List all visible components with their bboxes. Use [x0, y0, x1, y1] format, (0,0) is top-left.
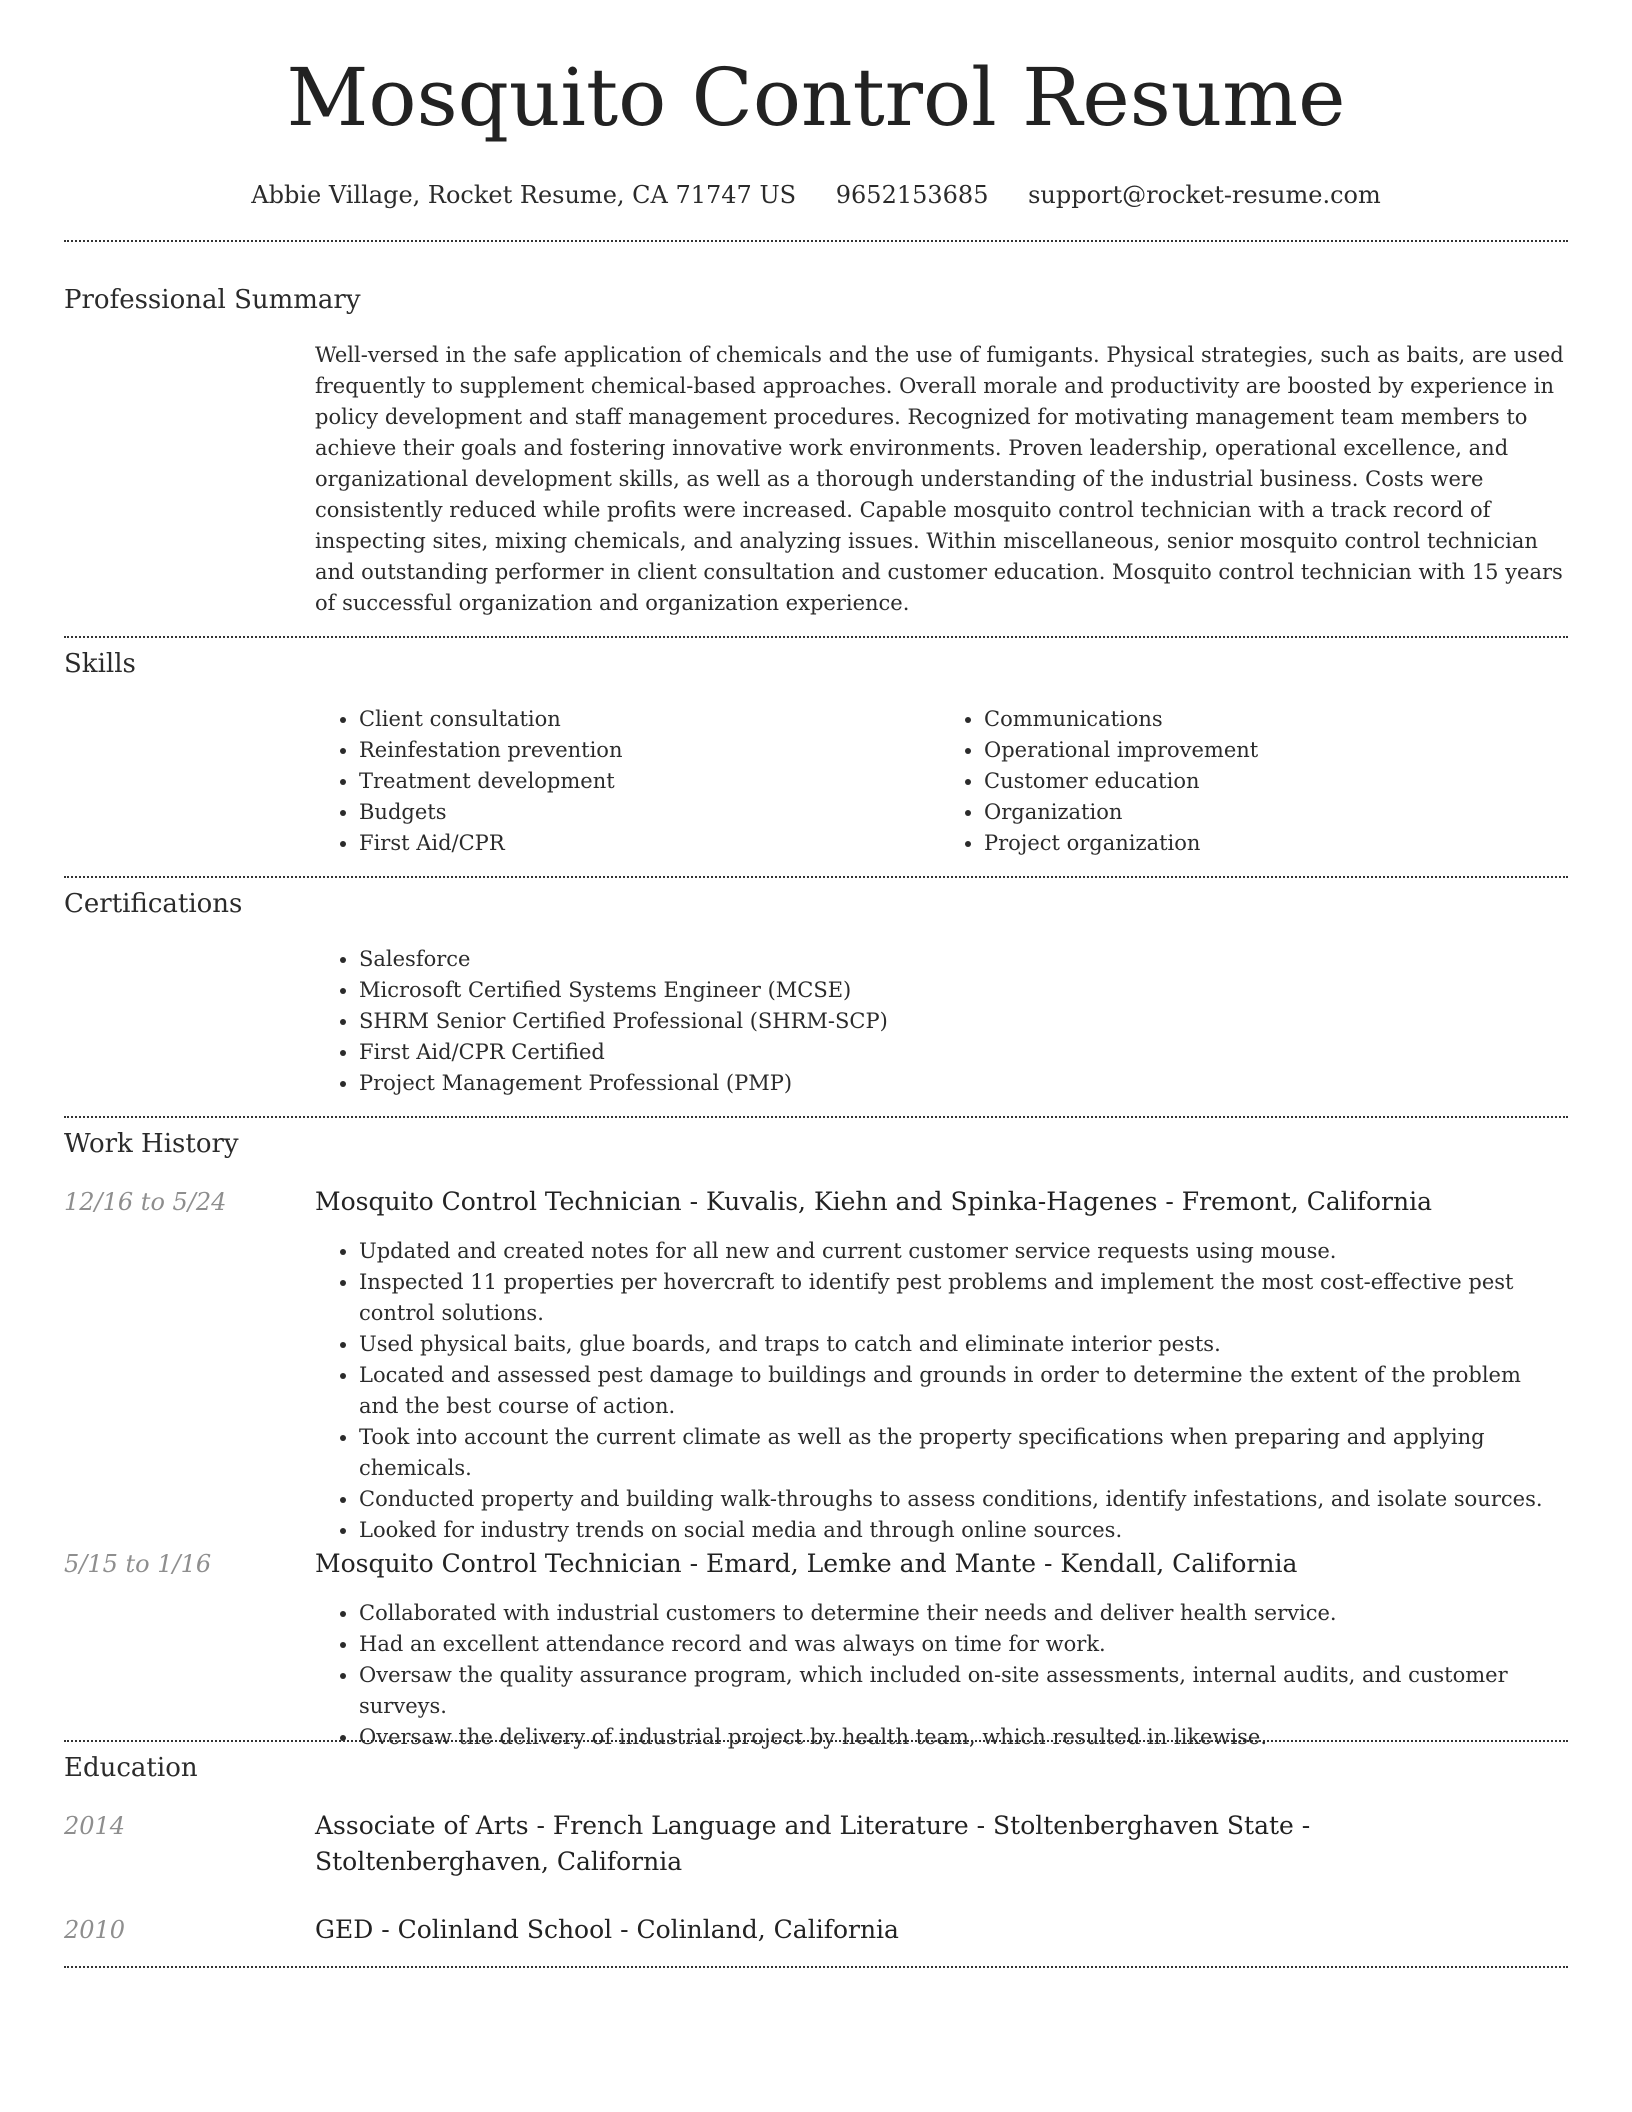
- skill-item: • First Aid/CPR: [359, 828, 940, 859]
- section-title-education: Education: [64, 1753, 198, 1783]
- job-bullet: • Inspected 11 properties per hovercraft to identify pest problems and implement the most cost-effective pest control solutions.: [359, 1267, 1565, 1329]
- skill-item: • Customer education: [984, 766, 1565, 797]
- contact-email: support@rocket-resume.com: [1028, 181, 1381, 209]
- certification-item: • SHRM Senior Certified Professional (SHRM-SCP): [359, 1006, 1565, 1037]
- resume-name: Mosquito Control Resume: [286, 51, 1346, 144]
- skill-item: • Budgets: [359, 797, 940, 828]
- section-divider: [64, 636, 1568, 638]
- job-bullet: • Collaborated with industrial customers to determine their needs and deliver health service.: [359, 1598, 1565, 1629]
- job-bullet: • Used physical baits, glue boards, and traps to catch and eliminate interior pests.: [359, 1329, 1565, 1360]
- education-entry: Associate of Arts - French Language and Literature - Stoltenberghaven State - Stoltenberghaven, California: [315, 1811, 1311, 1876]
- summary-text: Well-versed in the safe application of chemicals and the use of fumigants. Physical strategies, such as baits, are used frequently to supplement chemical-based approaches. Overall morale and productivity are boosted by experience in policy development and staff management procedures. Recognized for motivating management team members to achieve their goals and fostering innovative work environments. Proven leadership, operational excellence, and organizational development skills, as well as a thorough understanding of the industrial business. Costs were consistently reduced while profits were increased. Capable mosquito control technician with a track record of inspecting sites, mixing chemicals, and analyzing issues. Within miscellaneous, senior mosquito control technician and outstanding performer in client consultation and customer education. Mosquito control technician with 15 years of successful organization and organization experience.: [315, 343, 1564, 615]
- job-bullet: • Took into account the current climate as well as the property specifications when preparing and applying chemicals.: [359, 1422, 1565, 1484]
- certification-item: • Project Management Professional (PMP): [359, 1068, 1565, 1099]
- education-year: 2010: [64, 1916, 126, 1944]
- job-dates: 12/16 to 5/24: [64, 1188, 227, 1216]
- section-divider: [64, 1740, 1568, 1742]
- education-year: 2014: [64, 1812, 126, 1840]
- skill-item: • Operational improvement: [984, 735, 1565, 766]
- section-title-certifications: Certifications: [64, 889, 243, 919]
- skill-item: • Project organization: [984, 828, 1565, 859]
- contact-phone: 9652153685: [835, 181, 989, 209]
- job-bullet: • Had an excellent attendance record and was always on time for work.: [359, 1629, 1565, 1660]
- skill-item: • Client consultation: [359, 704, 940, 735]
- skill-item: • Reinfestation prevention: [359, 735, 940, 766]
- section-divider: [64, 240, 1568, 242]
- skills-list: [315, 704, 1565, 859]
- certifications-list: [315, 944, 1565, 1099]
- contact-address: Abbie Village, Rocket Resume, CA 71747 US: [251, 181, 797, 209]
- skill-item: • Organization: [984, 797, 1565, 828]
- skill-item: • Treatment development: [359, 766, 940, 797]
- section-title-summary: Professional Summary: [64, 285, 361, 315]
- section-divider: [64, 876, 1568, 878]
- job-title: Mosquito Control Technician - Kuvalis, Kiehn and Spinka-Hagenes - Fremont, California: [315, 1187, 1432, 1216]
- section-title-skills: Skills: [64, 649, 136, 679]
- section-divider: [64, 1116, 1568, 1118]
- skills-column-right: [940, 704, 1565, 859]
- certification-item: • Salesforce: [359, 944, 1565, 975]
- job-title: Mosquito Control Technician - Emard, Lemke and Mante - Kendall, California: [315, 1549, 1298, 1578]
- certification-item: • First Aid/CPR Certified: [359, 1037, 1565, 1068]
- job-bullet: • Oversaw the quality assurance program, which included on-site assessments, internal audits, and customer surveys.: [359, 1660, 1565, 1722]
- skills-column-left: [315, 704, 940, 859]
- job-bullet: • Updated and created notes for all new and current customer service requests using mouse.: [359, 1236, 1565, 1267]
- job-bullet: • Located and assessed pest damage to buildings and grounds in order to determine the extent of the problem and the best course of action.: [359, 1360, 1565, 1422]
- skill-item: • Communications: [984, 704, 1565, 735]
- education-entry: GED - Colinland School - Colinland, California: [315, 1915, 899, 1944]
- section-title-work-history: Work History: [64, 1129, 239, 1159]
- job-bullet: • Looked for industry trends on social media and through online sources.: [359, 1515, 1565, 1546]
- job-bullets: [315, 1236, 1565, 1546]
- section-divider: [64, 1966, 1568, 1968]
- job-bullet: • Oversaw the delivery of industrial project by health team, which resulted in likewise.: [359, 1722, 1565, 1753]
- job-dates: 5/15 to 1/16: [64, 1550, 212, 1578]
- resume-header: [0, 50, 1632, 210]
- contact-line: [0, 180, 1632, 210]
- job-bullet: • Conducted property and building walk-throughs to assess conditions, identify infestations, and isolate sources.: [359, 1484, 1565, 1515]
- job-bullets: [315, 1598, 1565, 1753]
- certification-item: • Microsoft Certified Systems Engineer (MCSE): [359, 975, 1565, 1006]
